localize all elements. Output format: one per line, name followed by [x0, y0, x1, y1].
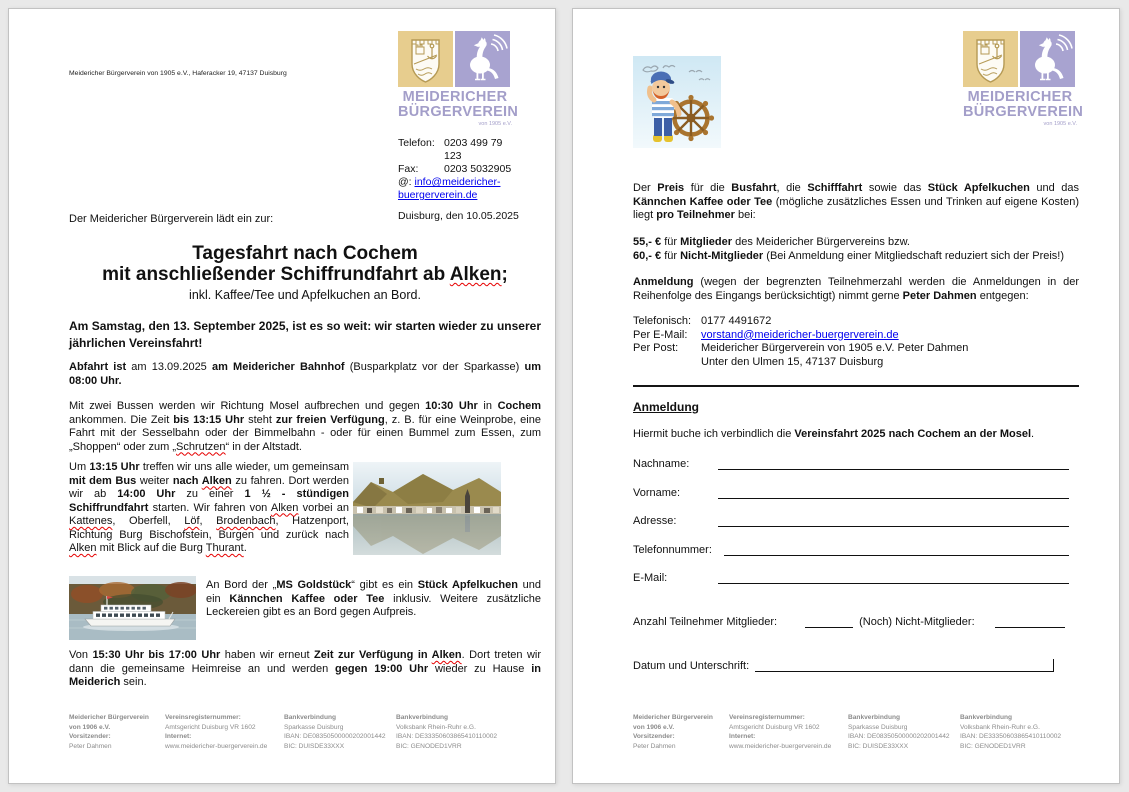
- sender-address-line: Meidericher Bürgerverein von 1905 e.V., Haferacker 19, 47137 Duisburg: [69, 70, 287, 77]
- logo-title-line2: BÜRGERVEREIN: [963, 104, 1084, 120]
- ship-photo: [69, 576, 196, 640]
- page-2: [572, 8, 1120, 784]
- post-address: Meidericher Bürgerverein von 1905 e.V. Peter Dahmen Unter den Ulmen 15, 47137 Duisburg: [701, 342, 969, 368]
- form-row-telefonnummer: [633, 541, 1069, 556]
- post-label: Per Post:: [633, 342, 679, 354]
- signature-line-end-tick: [1053, 659, 1054, 672]
- section-divider: [633, 385, 1079, 387]
- sailor-mascot-image: [633, 56, 721, 148]
- price-lines: [633, 236, 1079, 263]
- paragraph-rueckkehr: Von 15:30 Uhr bis 17:00 Uhr haben wir erneut Zeit zur Verfügung in Alken. Dort treten wir dann die gemeinsame Heimreise an und werden gegen 19:00 Uhr wieder zu Hause in Meiderich sein.: [69, 649, 542, 688]
- field-label: Nachname:: [633, 458, 690, 470]
- contact-block: [398, 137, 520, 223]
- email-link[interactable]: vorstand@meidericher-buergerverein.de: [701, 328, 899, 341]
- registration-heading: Anmeldung: [633, 400, 699, 414]
- email-label: Per E-Mail:: [633, 328, 688, 341]
- form-row-adresse: [633, 512, 1069, 527]
- phone-number: 0177 4491672: [701, 315, 772, 327]
- title-line2: mit anschließender Schiffrundfahrt ab Alken;: [102, 264, 508, 285]
- logo-title-line2: BÜRGERVEREIN: [398, 104, 519, 120]
- phone-row: [398, 137, 520, 163]
- phone-number: 0203 499 79 123: [444, 137, 503, 162]
- email-link[interactable]: info@meidericher-buergerverein.de: [398, 176, 501, 201]
- booking-sentence: Hiermit buche ich verbindlich die Vereinsfahrt 2025 nach Cochem an der Mosel.: [633, 428, 1035, 440]
- title-line1: Tagesfahrt nach Cochem: [192, 243, 418, 264]
- signature-label: Datum und Unterschrift:: [633, 660, 750, 672]
- phone-label: Telefonisch:: [633, 315, 692, 327]
- form-row-email: [633, 569, 1069, 584]
- paragraph-preis: Der Preis für die Busfahrt, die Schifffahrt sowie das Stück Apfelkuchen und das Kännchen Kaffee oder Tee (mögliche zusätzliches Essen und Trinken auf eigene Kosten) liegt pro Teilnehmer bei:: [633, 182, 1080, 221]
- price-member-line: 55,- € für Mitglieder des Meidericher Bürgervereins bzw.: [633, 236, 910, 248]
- field-label: Telefonnummer:: [633, 544, 712, 556]
- fax-row: [398, 163, 520, 176]
- invitation-intro: Der Meidericher Bürgerverein lädt ein zur:: [69, 213, 274, 225]
- registration-contact-block: [633, 315, 1079, 369]
- paragraph-registration-info: Anmeldung (wegen der begrenzten Teilnehmerzahl werden die Anmeldungen in der Reihenfolge des Eingangs berücksichtigt) nimmt gerne Peter Dahmen entgegen:: [633, 276, 1079, 302]
- adresse-input-line: [718, 513, 1069, 527]
- paragraph-alken: Um 13:15 Uhr treffen wir uns alle wieder, um gemeinsam mit dem Bus weiter nach Alken zu fahren. Dort werden wir ab 14:00 Uhr zu einer 1 ½ - stündigen Schiffrundfahrt starten. Wir fahren von Alken vorbei an Kattenes, Oberfell, Löf, Brodenbach, Hatzenport, Richtung Burg Bischofstein, Burgen und zurück nach Alken mit Blick auf die Burg Thurant.: [69, 461, 349, 554]
- shield-icon: [398, 31, 453, 87]
- signature-line: [755, 658, 1053, 672]
- email-row: [398, 176, 520, 202]
- field-label: Vorname:: [633, 487, 681, 499]
- dateline: Duisburg, den 10.05.2025: [398, 210, 519, 222]
- footer-register-column: Vereinsregisternummer: Amtsgericht Duisburg VR 1602 Internet: www.meidericher-buergerverein.de: [165, 714, 268, 750]
- document-title: [69, 243, 541, 285]
- footer-bank2-column: Bankverbindung Volksbank Rhein-Ruhr e.G. IBAN: DE33350603865410110002 BIC: GENODED1VRR: [396, 714, 498, 750]
- nonmembers-count-line: [995, 615, 1065, 628]
- logo-subtitle: von 1905 e.V.: [1043, 121, 1077, 127]
- footer-register-column: Vereinsregisternummer: Amtsgericht Duisburg VR 1602 Internet: www.meidericher-buergerverein.de: [729, 714, 832, 750]
- footer-bank2-column: Bankverbindung Volksbank Rhein-Ruhr e.G. IBAN: DE33350603865410110002 BIC: GENODED1VRR: [960, 714, 1062, 750]
- phone-label: Telefon:: [398, 137, 435, 149]
- rooster-icon: [455, 31, 510, 87]
- field-label: Adresse:: [633, 515, 677, 527]
- email-label: @:: [398, 176, 412, 188]
- form-row-participants: [633, 613, 1079, 628]
- lead-paragraph: Am Samstag, den 13. September 2025, ist es so weit: wir starten wieder zu unserer jährlichen Vereinsfahrt!: [69, 319, 541, 350]
- footer-club-column: Meidericher Bürgerverein von 1906 e.V. Vorsitzender: Peter Dahmen: [633, 714, 713, 750]
- nachname-input-line: [718, 456, 1069, 470]
- fax-label: Fax:: [398, 163, 419, 175]
- fax-number: 0203 5032905: [444, 163, 512, 175]
- nonmembers-count-label: (Noch) Nicht-Mitglieder:: [859, 616, 975, 628]
- email-input-line: [718, 570, 1069, 584]
- mosel-panorama-photo: [353, 462, 501, 555]
- logo-subtitle: von 1905 e.V.: [478, 121, 512, 127]
- telefonnummer-input-line: [724, 542, 1069, 556]
- form-row-signature: [633, 657, 1054, 672]
- members-count-line: [805, 615, 853, 628]
- price-nonmember-line: 60,- € für Nicht-Mitglieder (Bei Anmeldung einer Mitgliedschaft reduziert sich der Preis!): [633, 249, 1065, 262]
- rooster-icon: [1020, 31, 1075, 87]
- shield-icon: [963, 31, 1018, 87]
- page-footer: [633, 713, 1083, 751]
- page-1: [8, 8, 556, 784]
- title-subline: inkl. Kaffee/Tee und Apfelkuchen an Bord.: [189, 288, 421, 302]
- club-logo: [398, 31, 519, 127]
- page-footer: [69, 713, 543, 751]
- logo-title-line1: MEIDERICHER: [967, 89, 1073, 105]
- members-count-label: Anzahl Teilnehmer Mitglieder:: [633, 616, 778, 628]
- club-logo: [963, 31, 1084, 127]
- logo-title-line1: MEIDERICHER: [402, 89, 508, 105]
- footer-bank1-column: Bankverbindung Sparkasse Duisburg IBAN: DE08350500000202001442 BIC: DUISDE33XXX: [284, 714, 386, 750]
- form-row-nachname: [633, 455, 1069, 470]
- footer-club-column: Meidericher Bürgerverein von 1906 e.V. Vorsitzender: Peter Dahmen: [69, 714, 149, 750]
- vorname-input-line: [718, 485, 1069, 499]
- field-label: E-Mail:: [633, 572, 668, 584]
- paragraph-bord: An Bord der „MS Goldstück“ gibt es ein Stück Apfelkuchen und ein Kännchen Kaffee oder Tee inklusiv. Weitere zusätzliche Leckereien gibt es an Bord gegen Aufpreis.: [206, 579, 542, 618]
- footer-bank1-column: Bankverbindung Sparkasse Duisburg IBAN: DE08350500000202001442 BIC: DUISDE33XXX: [848, 714, 950, 750]
- paragraph-abfahrt: Abfahrt ist am 13.09.2025 am Meidericher Bahnhof (Busparkplatz vor der Sparkasse) um 08:00 Uhr.: [69, 361, 541, 387]
- form-row-vorname: [633, 484, 1069, 499]
- paragraph-busse: Mit zwei Bussen werden wir Richtung Mosel aufbrechen und gegen 10:30 Uhr in Cochem ankommen. Die Zeit bis 13:15 Uhr steht zur freien Verfügung, z. B. für eine Weinprobe, eine Fahrt mit der Sesselbahn oder der Bimmelbahn - oder für einen Bummel zum Essen, zum „Shoppen“ oder zum „Schrutzen“ in der Altstadt.: [69, 400, 541, 453]
